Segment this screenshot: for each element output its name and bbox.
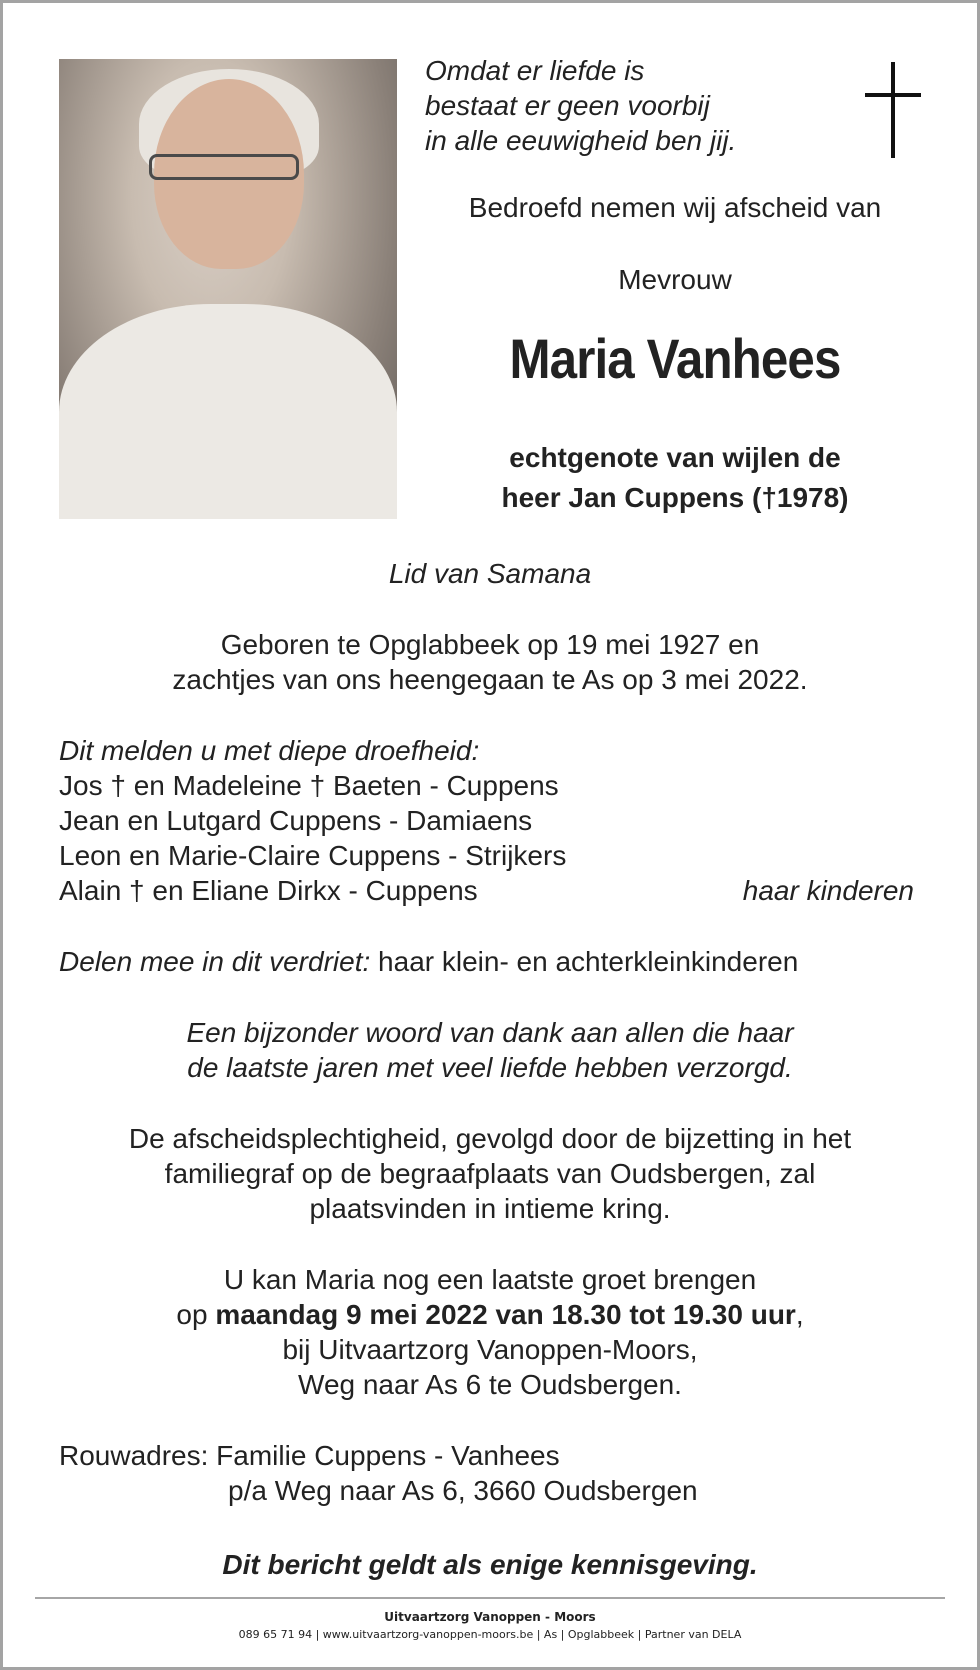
visit-prefix: op <box>176 1299 208 1330</box>
ceremony-line-3: plaatsvinden in intieme kring. <box>309 1193 671 1224</box>
family-role: haar kinderen <box>742 875 914 906</box>
photo-glasses <box>149 154 299 180</box>
footer-details: 089 65 71 94 | www.uitvaartzorg-vanoppen-moors.be | As | Opglabbeek | Partner van DELA <box>238 1628 742 1641</box>
share-label: Delen mee in dit verdriet: <box>59 946 371 977</box>
membership: Lid van Samana <box>388 558 592 589</box>
visit-line-1: U kan Maria nog een laatste groet brengen <box>223 1264 757 1295</box>
portrait-photo <box>59 59 397 519</box>
family-line: Jean en Lutgard Cuppens - Damiaens <box>59 805 533 836</box>
share-line <box>59 944 798 979</box>
salutation: Mevrouw <box>618 264 732 295</box>
intro-text: Bedroefd nemen wij afscheid van <box>468 192 882 223</box>
spouse-line-2: heer Jan Cuppens (†1978) <box>501 482 849 513</box>
deceased-name: Maria Vanhees <box>509 327 841 390</box>
poem-line-1: Omdat er liefde is <box>425 55 645 86</box>
family-line: Alain † en Eliane Dirkx - Cuppens <box>59 875 478 906</box>
ceremony-line-2: familiegraf op de begraafplaats van Oudsbergen, zal <box>164 1158 816 1189</box>
visit-line-3: bij Uitvaartzorg Vanoppen-Moors, <box>282 1334 698 1365</box>
address-line-1: Rouwadres: Familie Cuppens - Vanhees <box>59 1440 560 1471</box>
visit-line-2 <box>0 1297 980 1332</box>
address-line-2: p/a Weg naar As 6, 3660 Oudsbergen <box>228 1475 698 1506</box>
visit-suffix: , <box>795 1299 804 1330</box>
visit-datetime: maandag 9 mei 2022 van 18.30 tot 19.30 uur <box>215 1299 796 1330</box>
thanks-line-2: de laatste jaren met veel liefde hebben verzorgd. <box>187 1052 793 1083</box>
poem-line-2: bestaat er geen voorbij <box>425 90 710 121</box>
share-text: haar klein- en achterkleinkinderen <box>378 946 799 977</box>
spouse-line-1: echtgenote van wijlen de <box>509 442 841 473</box>
notice: Dit bericht geldt als enige kennisgeving. <box>222 1549 758 1580</box>
ceremony-line-1: De afscheidsplechtigheid, gevolgd door de bijzetting in het <box>128 1123 852 1154</box>
visit-line-4: Weg naar As 6 te Oudsbergen. <box>298 1369 682 1400</box>
family-line: Leon en Marie-Claire Cuppens - Strijkers <box>59 840 567 871</box>
family-line: Jos † en Madeleine † Baeten - Cuppens <box>59 770 559 801</box>
birth-line: Geboren te Opglabbeek op 19 mei 1927 en <box>220 629 760 660</box>
latin-cross-icon-bar <box>865 93 921 97</box>
footer-divider <box>35 1597 945 1599</box>
family-heading: Dit melden u met diepe droefheid: <box>59 735 480 766</box>
photo-shirt <box>59 304 397 519</box>
thanks-line-1: Een bijzonder woord van dank aan allen die haar <box>186 1017 794 1048</box>
poem-line-3: in alle eeuwigheid ben jij. <box>425 125 737 156</box>
latin-cross-icon <box>891 62 895 158</box>
death-line: zachtjes van ons heengegaan te As op 3 mei 2022. <box>172 664 808 695</box>
footer-company: Uitvaartzorg Vanoppen - Moors <box>384 1610 596 1624</box>
